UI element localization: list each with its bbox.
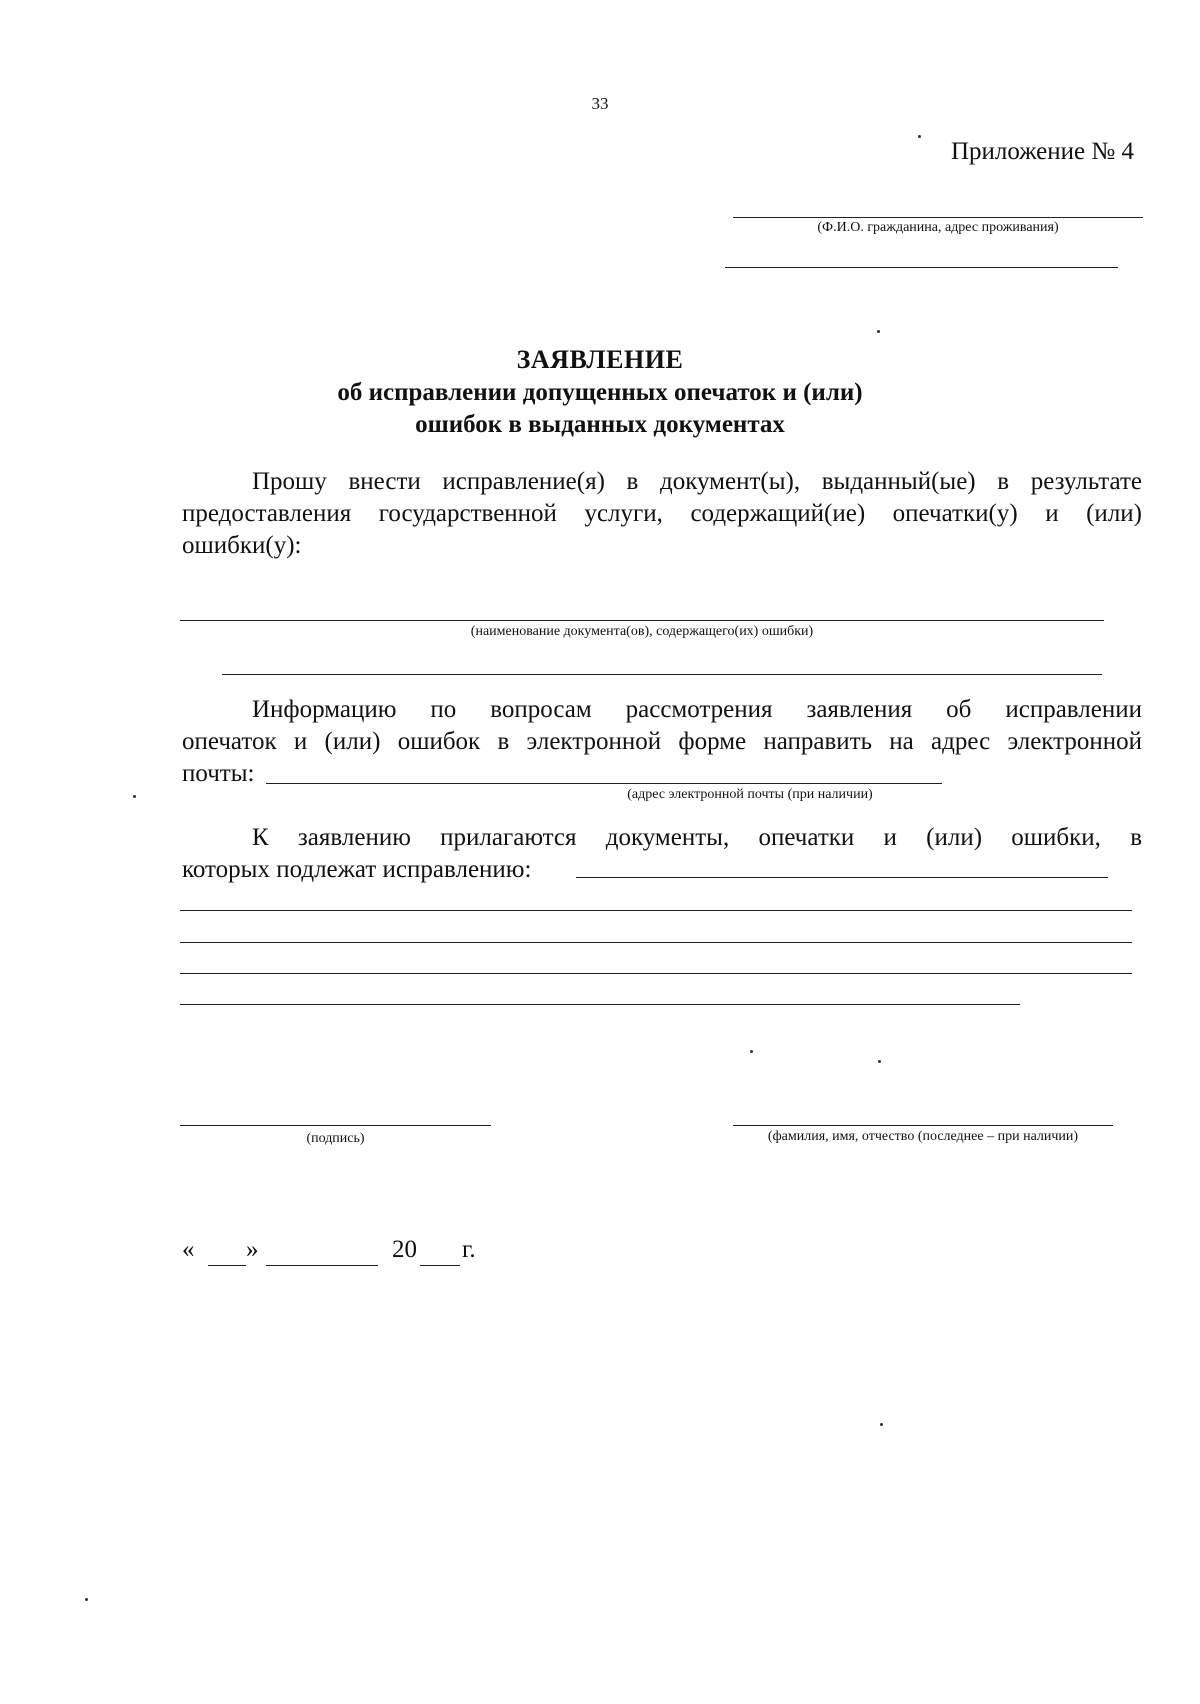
attachments-line-1[interactable] [180, 910, 1132, 911]
para2-line-1: Информацию по вопросам рассмотрения заявления об исправлении [252, 696, 1142, 723]
signature-line[interactable] [180, 1125, 491, 1126]
para1-line-2: предоставления государственной услуги, содержащий(ие) опечатки(у) и (или) [182, 500, 1142, 527]
email-line[interactable] [266, 783, 942, 784]
date-year-suffix: г. [462, 1236, 476, 1263]
scan-speck [85, 1598, 88, 1601]
scan-speck [133, 795, 136, 798]
email-caption: (адрес электронной почты (при наличии) [627, 787, 873, 802]
attachments-line-2[interactable] [180, 942, 1132, 943]
document-name-line-1[interactable] [180, 620, 1104, 621]
signature-caption: (подпись) [306, 1131, 365, 1146]
full-name-caption: (фамилия, имя, отчество (последнее – при наличии) [767, 1129, 1079, 1144]
date-year-line[interactable] [420, 1265, 460, 1266]
applicant-caption: (Ф.И.О. гражданина, адрес проживания) [817, 220, 1059, 235]
full-name-line[interactable] [733, 1125, 1113, 1126]
document-title [0, 343, 1200, 441]
para1-line-1: Прошу внести исправление(я) в документ(ы), выданный(ые) в результате [252, 468, 1142, 495]
applicant-line-2[interactable] [725, 267, 1118, 268]
para2-line-2: опечаток и (или) ошибок в электронной форме направить на адрес электронной [182, 728, 1142, 755]
date-month-line[interactable] [266, 1265, 378, 1266]
para1-line-3: ошибки(у): [182, 532, 302, 559]
attachments-line-0[interactable] [576, 877, 1108, 878]
paragraph-email [182, 694, 1142, 790]
page-number: 33 [591, 94, 609, 113]
appendix-label: Приложение № 4 [950, 138, 1134, 165]
document-name-caption: (наименование документа(ов), содержащего(их) ошибки) [470, 624, 814, 639]
para3-line-1: К заявлению прилагаются документы, опечатки и (или) ошибки, в [252, 824, 1142, 851]
para2-line-3: почты: [182, 760, 255, 787]
attachments-line-4[interactable] [180, 1004, 1020, 1005]
title-line-2: ошибок в выданных документах [415, 411, 785, 438]
attachments-line-3[interactable] [180, 973, 1132, 974]
date-day-line[interactable] [208, 1265, 246, 1266]
date-open-quote: « [182, 1236, 195, 1263]
scan-speck [878, 1060, 881, 1063]
scan-speck [918, 135, 921, 138]
para3-line-2: которых подлежат исправлению: [182, 856, 532, 883]
paragraph-request [182, 466, 1142, 562]
date-year-prefix: 20 [392, 1236, 417, 1263]
title-line-1: об исправлении допущенных опечаток и (или) [337, 379, 863, 406]
date-close-quote: » [246, 1236, 259, 1263]
scan-speck [880, 1423, 883, 1426]
scan-speck [877, 330, 880, 333]
applicant-line-1[interactable] [733, 217, 1143, 218]
scan-speck [750, 1050, 753, 1053]
document-name-line-2[interactable] [222, 674, 1102, 675]
title-main: ЗАЯВЛЕНИЕ [516, 345, 684, 374]
